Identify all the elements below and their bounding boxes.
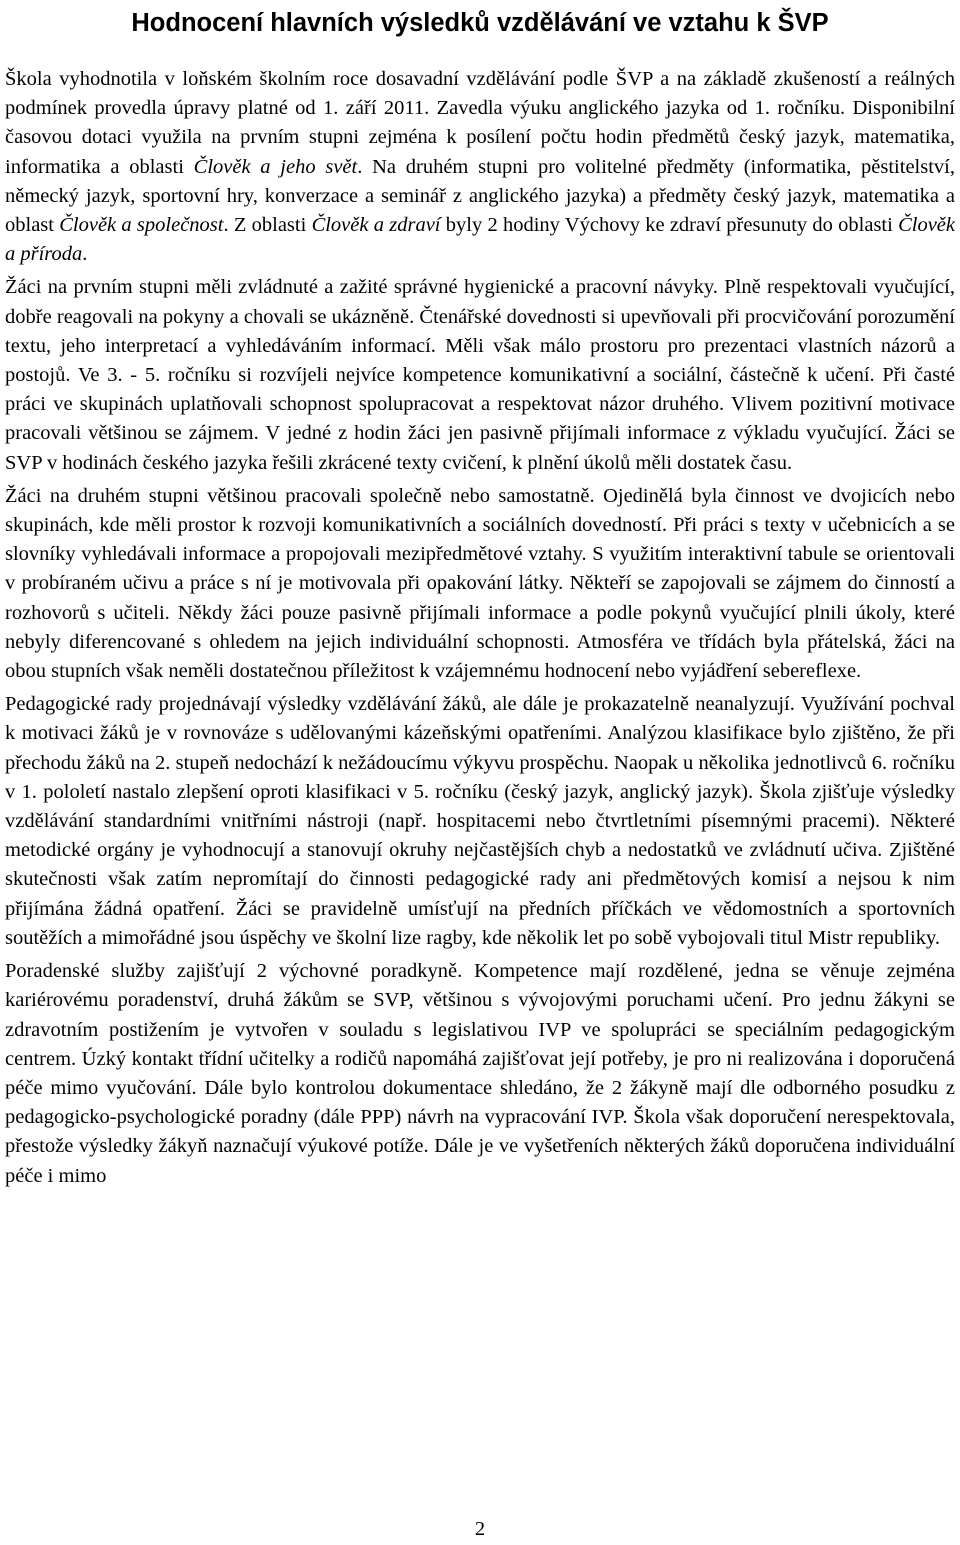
paragraph-first-stage (5, 273, 955, 477)
paragraph-second-stage (5, 482, 955, 686)
paragraph-svp-adjustments (5, 65, 955, 269)
text-run: . Z oblasti (223, 214, 312, 237)
text-run: Žáci na prvním stupni měli zvládnuté a zažité správné hygienické a pracovní návyky. Plně respektovali vyučující, dobře reagovali na pokyny a chovali se ukázněně. Čtenářské dovednosti si upevňovali při procvičování porozumění textu, jeho interpretací a vyhledáváním informací. Měli však málo prostoru pro prezentaci vlastních názorů a postojů. Ve 3. - 5. ročníku si rozvíjeli nejvíce kompetence komunikativní a sociální, částečně k učení. Při časté práci ve skupinách uplatňovali schopnost spolupracovat a respektovat názor druhého. Vlivem pozitivní motivace pracovali většinou se zájmem. V jedné z hodin žáci jen pasivně přijímali informace z výkladu vyučující. Žáci se SVP v hodinách českého jazyka řešili zkrácené texty cvičení, k plnění úkolů měli dostatek času. (5, 276, 955, 474)
italic-term: Člověk a jeho svět (193, 155, 358, 178)
paragraph-counselling-services (5, 957, 955, 1191)
text-run: . Na druhém stupni pro volitelné předměty (informatika, pěstitelství, německý jazyk, sportovní hry, konverzace a seminář z anglického jazyka) a předměty český jazyk, matematika a oblast (5, 155, 955, 237)
page-number: 2 (474, 1518, 486, 1540)
text-run: byly 2 hodiny Výchovy ke zdraví přesunuty do oblasti (440, 214, 899, 237)
text-run: Pedagogické rady projednávají výsledky vzdělávání žáků, ale dále je prokazatelně neanalyzují. Využívání pochval k motivaci žáků je v rovnováze s udělovanými kázeňskými opatřeními. Analýzou klasifikace bylo zjištěno, že při přechodu žáků na 2. stupeň nedochází k nežádoucímu výkyvu prospěchu. Naopak u několika jednotlivců 6. ročníku v 1. pololetí nastalo zlepšení oproti klasifikaci v 5. ročníku (český jazyk, anglický jazyk). Škola zjišťuje výsledky vzdělávání standardními vnitřními nástroji (např. hospitacemi nebo čtvrtletními písemnými pracemi). Některé metodické orgány je vyhodnocují a stanovují okruhy nejčastějších chyb a nedostatků ve zvládnutí učiva. Zjištěné skutečnosti však zatím nepromítají do činnosti pedagogické rady ani předmětových komisí a nejsou k nim přijímána žádná opatření. Žáci se pravidelně umísťují na předních příčkách ve vědomostních a sportovních soutěžích a mimořádné jsou úspěchy ve školní lize ragby, kde několik let po sobě vybojovali titul Mistr republiky. (5, 693, 955, 949)
text-run: . (82, 243, 88, 266)
text-run: Poradenské služby zajišťují 2 výchovné poradkyně. Kompetence mají rozdělené, jedna se věnuje zejména kariérovému poradenství, druhá žákům se SVP, většinou s vývojovými poruchami učení. Pro jednu žákyni se zdravotním postižením je vytvořen v souladu s legislativou IVP ve spolupráci se speciálním pedagogickým centrem. Úzký kontakt třídní učitelky a rodičů napomáhá zajišťovat její potřeby, je pro ni realizována i doporučená péče mimo vyučování. Dále bylo kontrolou dokumentace shledáno, že 2 žákyně mají dle odborného posudku z pedagogicko-psychologické poradny (dále PPP) návrh na vypracování IVP. Škola však doporučení nerespektovala, přestože výsledky žákyň naznačují výukové potíže. Dále je ve vyšetřeních některých žáků doporučena individuální péče i mimo (5, 960, 955, 1187)
paragraph-pedagogical-councils (5, 690, 955, 953)
italic-term: Člověk a příroda (5, 214, 956, 266)
page-title: Hodnocení hlavních výsledků vzdělávání ve vztahu k ŠVP (131, 9, 829, 37)
italic-term: Člověk a společnost (59, 214, 224, 237)
italic-term: Člověk a zdraví (311, 214, 441, 237)
text-run: Žáci na druhém stupni většinou pracovali společně nebo samostatně. Ojedinělá byla činnost ve dvojicích nebo skupinách, kde měli prostor k rozvoji komunikativních a sociálních dovedností. Při práci s texty v učebnicích a se slovníky vyhledávali informace a propojovali mezipředmětové vztahy. S využitím interaktivní tabule se orientovali v probíraném učivu a práce s ní je motivovala při opakování látky. Někteří se zapojovali se zájmem do činností a rozhovorů s učiteli. Někdy žáci pouze pasivně přijímali informace a podle pokynů vyučující plnili úkoly, které nebyly diferencované s ohledem na jejich individuální schopnosti. Atmosféra ve třídách byla přátelská, žáci na obou stupních však neměli dostatečnou příležitost k vzájemnému hodnocení nebo vyjádření sebereflexe. (5, 484, 955, 683)
document-page (5, 0, 955, 1191)
text-run: Škola vyhodnotila v loňském školním roce dosavadní vzdělávání podle ŠVP a na základě zkušeností a reálných podmínek provedla úpravy platné od 1. září 2011. Zavedla výuku anglického jazyka od 1. ročníku. Disponibilní časovou dotaci využila na prvním stupni zejména k posílení počtu hodin předmětů český jazyk, matematika, informatika a oblasti (5, 68, 955, 178)
